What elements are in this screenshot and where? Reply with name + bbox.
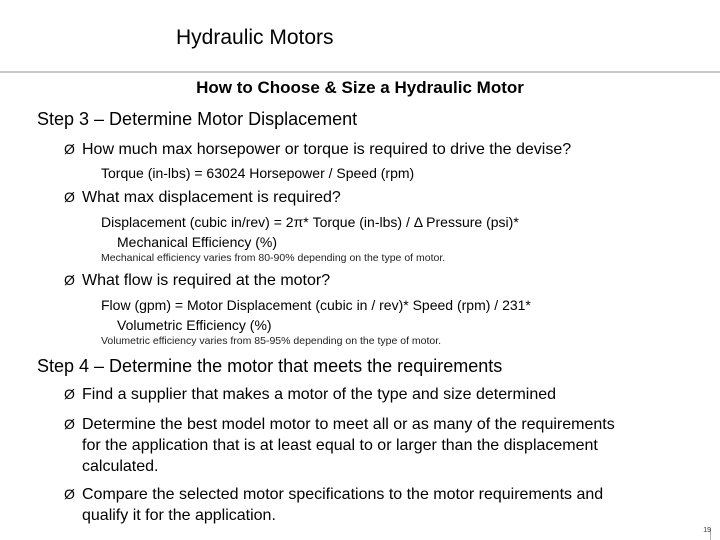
formula-line-continued: Volumetric Efficiency (%) [117,317,272,333]
arrow-bullet-icon: Ø [64,486,75,502]
step4-heading: Step 4 – Determine the motor that meets the requirements [37,356,503,376]
page-number: 19 [703,527,711,534]
bullet-text: What flow is required at the motor? [82,272,331,289]
formula-line-continued: Mechanical Efficiency (%) [117,234,278,250]
bullet-text: How much max horsepower or torque is required to drive the devise? [82,141,572,158]
step4-bullet-best-model [64,414,615,477]
displacement-formula [101,212,519,252]
bullet-text-line: Determine the best model motor to meet all or as many of the requirements [82,416,615,433]
bullet-text-line: qualify it for the application. [82,507,276,524]
arrow-bullet-icon: Ø [64,141,75,157]
bullet-text-line: calculated. [82,458,159,475]
bullet-text-line: for the application that is at least equal to or larger than the displacement [82,437,598,454]
mechanical-efficiency-note: Mechanical efficiency varies from 80-90% depending on the type of motor. [101,252,446,264]
slide-title: Hydraulic Motors [176,26,334,49]
arrow-bullet-icon: Ø [64,386,75,402]
step4-bullet-compare [64,484,603,526]
slide-subtitle: How to Choose & Size a Hydraulic Motor [196,78,524,97]
bullet-text-line: Compare the selected motor specifications to the motor requirements and [82,486,604,503]
corner-divider [710,528,720,540]
formula-line: Displacement (cubic in/rev) = 2π* Torque (in-lbs) / Δ Pressure (psi)* [101,214,519,230]
bullet-text-block [82,414,615,477]
step3-bullet-displacement [64,189,341,207]
volumetric-efficiency-note: Volumetric efficiency varies from 85-95% depending on the type of motor. [101,335,442,347]
arrow-bullet-icon: Ø [64,189,75,205]
step3-bullet-flow [64,272,330,290]
bullet-text: What max displacement is required? [82,189,341,206]
flow-formula [101,295,531,335]
formula-line: Flow (gpm) = Motor Displacement (cubic in / rev)* Speed (rpm) / 231* [101,297,531,313]
formula-line: Torque (in-lbs) = 63024 Horsepower / Speed (rpm) [101,165,415,181]
step4-bullet-supplier [64,386,556,404]
arrow-bullet-icon: Ø [64,416,75,432]
step3-bullet-horsepower [64,141,571,159]
step3-heading: Step 3 – Determine Motor Displacement [37,109,358,129]
bullet-text: Find a supplier that makes a motor of the type and size determined [82,386,557,403]
title-divider [0,71,720,73]
torque-formula [101,163,414,183]
bullet-text-block [82,484,603,526]
arrow-bullet-icon: Ø [64,272,75,288]
